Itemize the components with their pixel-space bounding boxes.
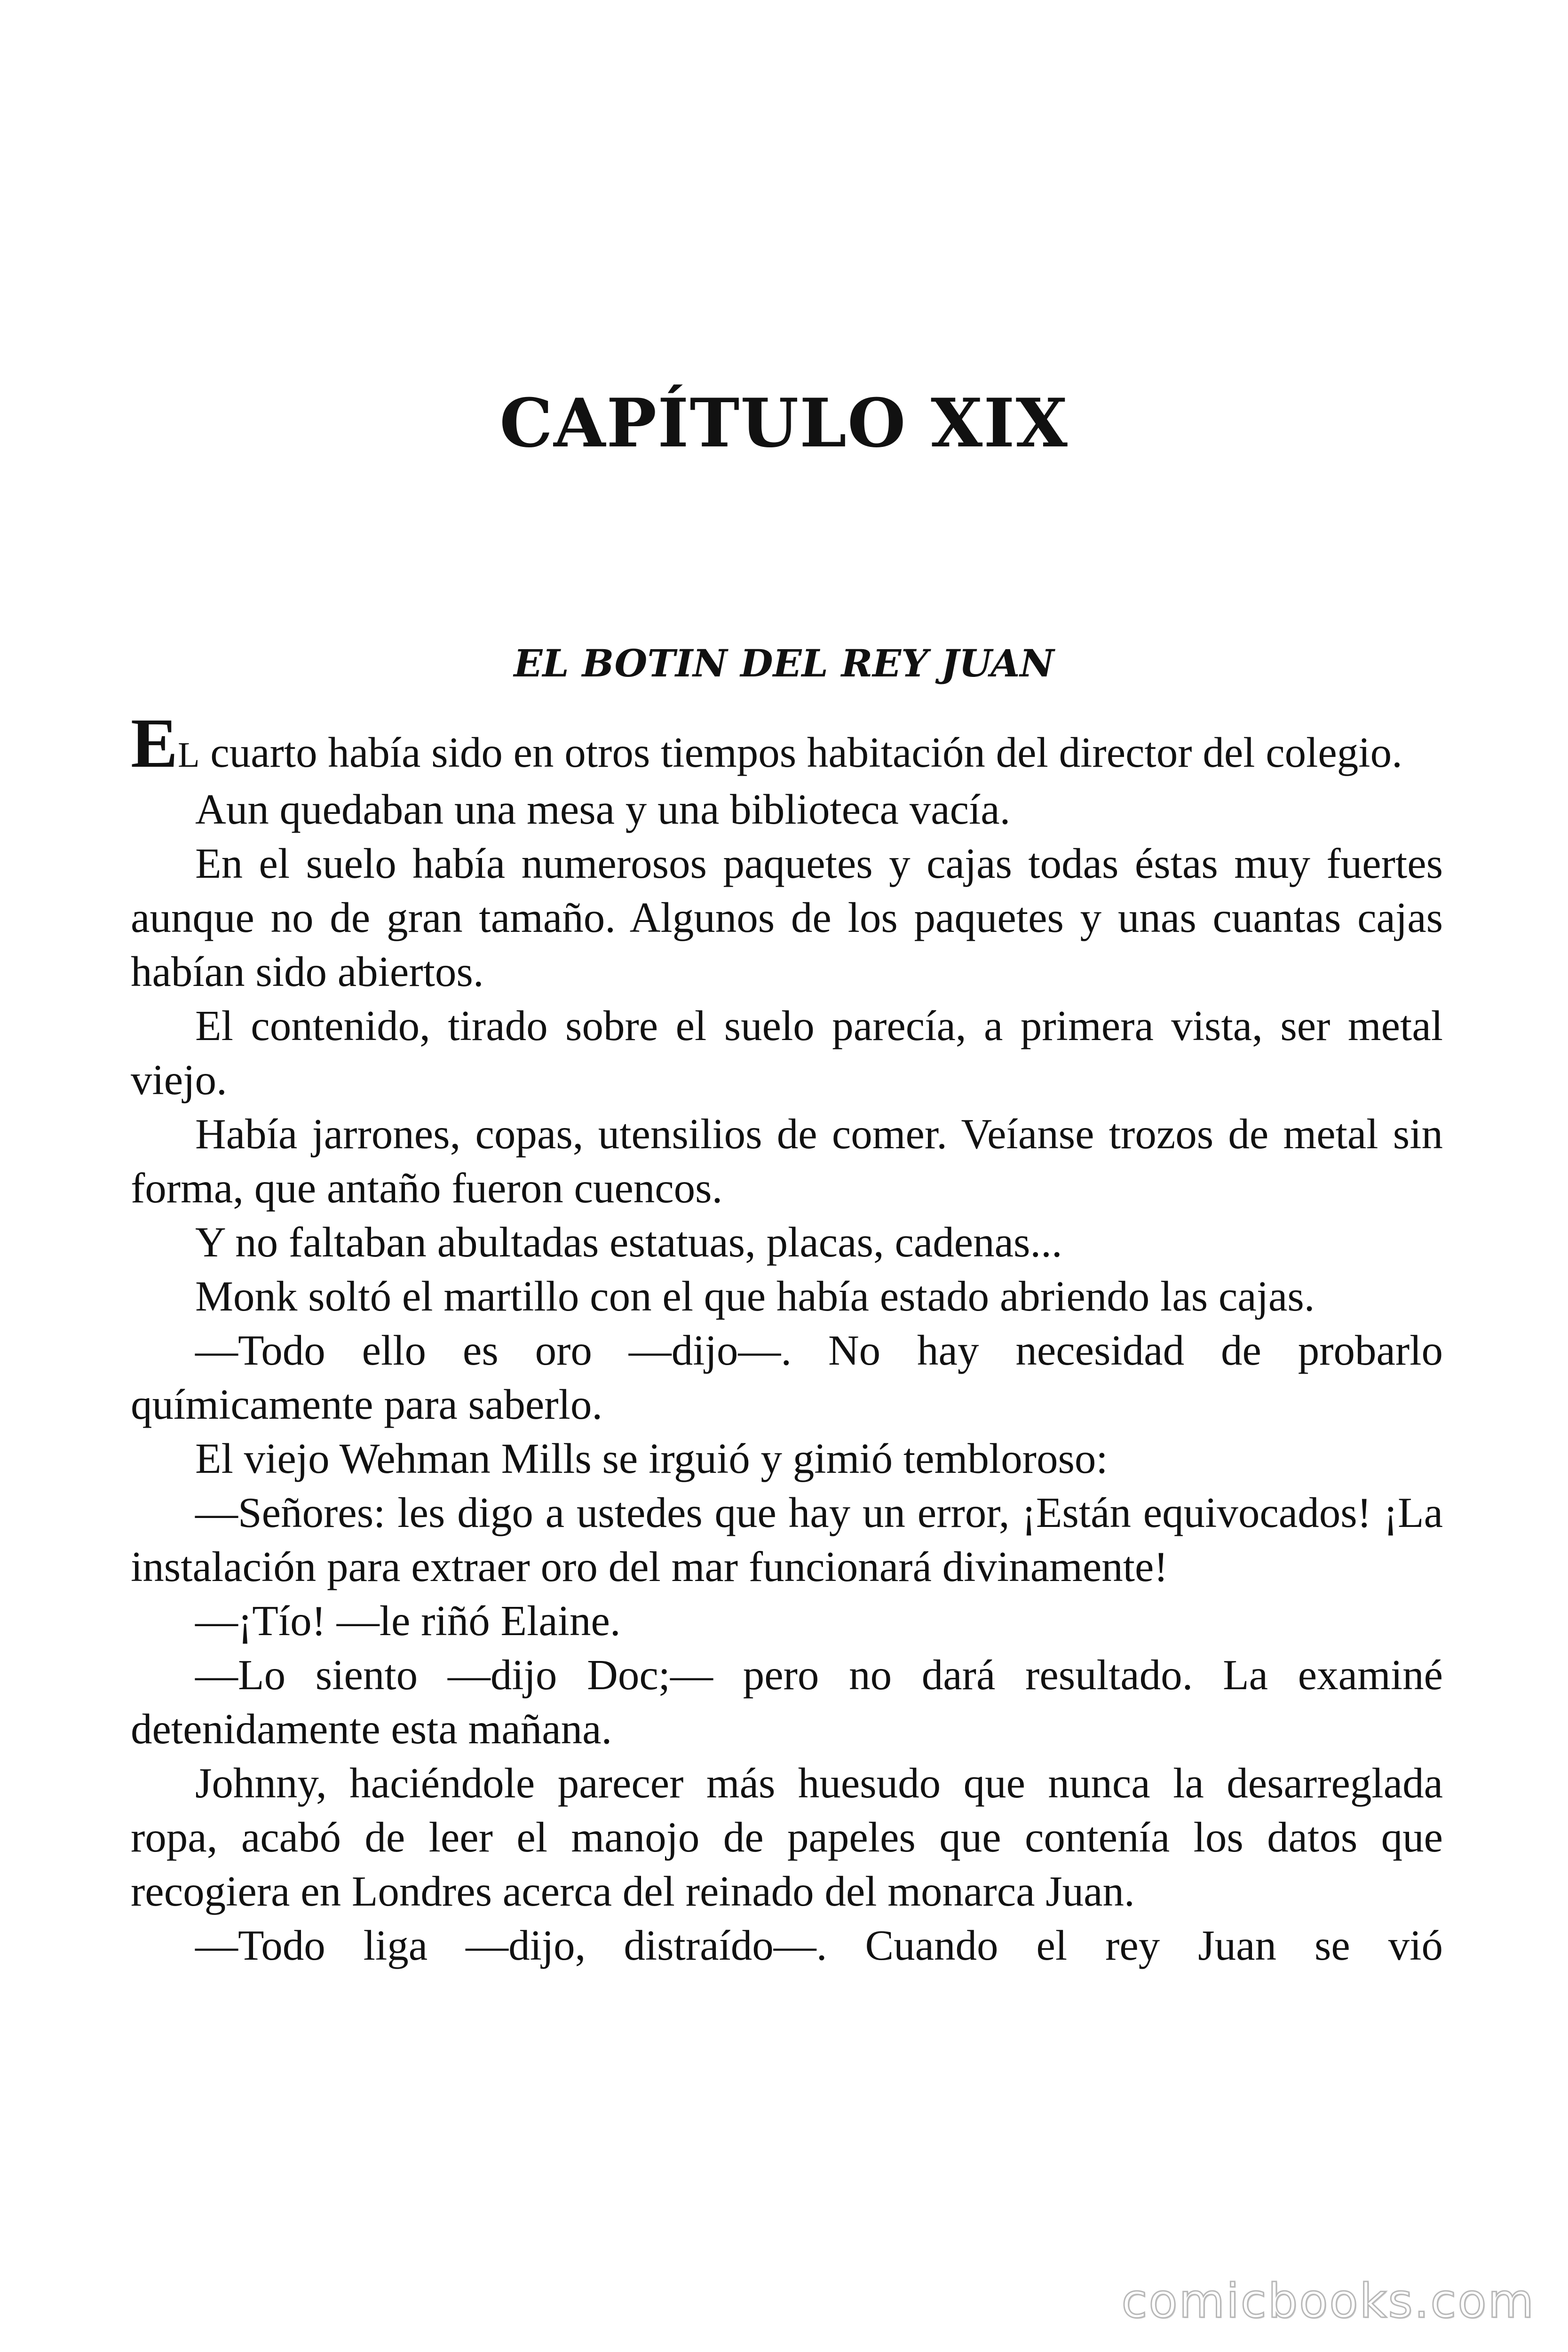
paragraph-4: El contenido, tirado sobre el suelo parecía, a primera vista, ser metal viejo. — [131, 1002, 1443, 1104]
watermark: comicbooks.com — [1121, 2273, 1535, 2328]
chapter-subtitle: EL BOTIN DEL REY JUAN — [514, 641, 1054, 685]
body-text — [131, 704, 1443, 1972]
paragraph-11: —¡Tío! —le riñó Elaine. — [195, 1597, 621, 1645]
paragraph-2: Aun quedaban una mesa y una biblioteca vacía. — [195, 786, 1011, 833]
paragraph-13: Johnny, haciéndole parecer más huesudo que nunca la desarreglada ropa, acabó de leer el manojo de papeles que contenía los datos que recogiera en Londres acerca del reinado del monarca Juan. — [131, 1759, 1443, 1915]
drop-cap: E — [131, 704, 178, 782]
paragraph-12: —Lo siento —dijo Doc;— pero no dará resultado. La examiné detenidamente esta mañana. — [131, 1651, 1443, 1753]
paragraph-9: El viejo Wehman Mills se irguió y gimió tembloroso: — [195, 1435, 1108, 1482]
paragraph-5: Había jarrones, copas, utensilios de comer. Veíanse trozos de metal sin forma, que antaño fueron cuencos. — [131, 1110, 1443, 1212]
chapter-title: CAPÍTULO XIX — [499, 384, 1069, 462]
paragraph-14: —Todo liga —dijo, distraído—. Cuando el rey Juan se vió — [195, 1922, 1443, 1969]
paragraph-3: En el suelo había numerosos paquetes y cajas todas éstas muy fuertes aunque no de gran tamaño. Algunos de los paquetes y unas cuantas cajas habían sido abiertos. — [131, 840, 1443, 995]
paragraph-10: —Señores: les digo a ustedes que hay un error, ¡Están equivocados! ¡La instalación para extraer oro del mar funcionará divinamente! — [131, 1489, 1443, 1590]
paragraph-8: —Todo ello es oro —dijo—. No hay necesidad de probarlo químicamente para saberlo. — [131, 1327, 1443, 1428]
first-word-caps: L — [178, 735, 200, 775]
paragraph-1 — [131, 704, 1443, 782]
paragraph-6: Y no faltaban abultadas estatuas, placas, cadenas... — [195, 1218, 1062, 1266]
paragraph-1-text: cuarto había sido en otros tiempos habitación del director del colegio. — [199, 729, 1402, 776]
paragraph-7: Monk soltó el martillo con el que había estado abriendo las cajas. — [195, 1272, 1315, 1320]
